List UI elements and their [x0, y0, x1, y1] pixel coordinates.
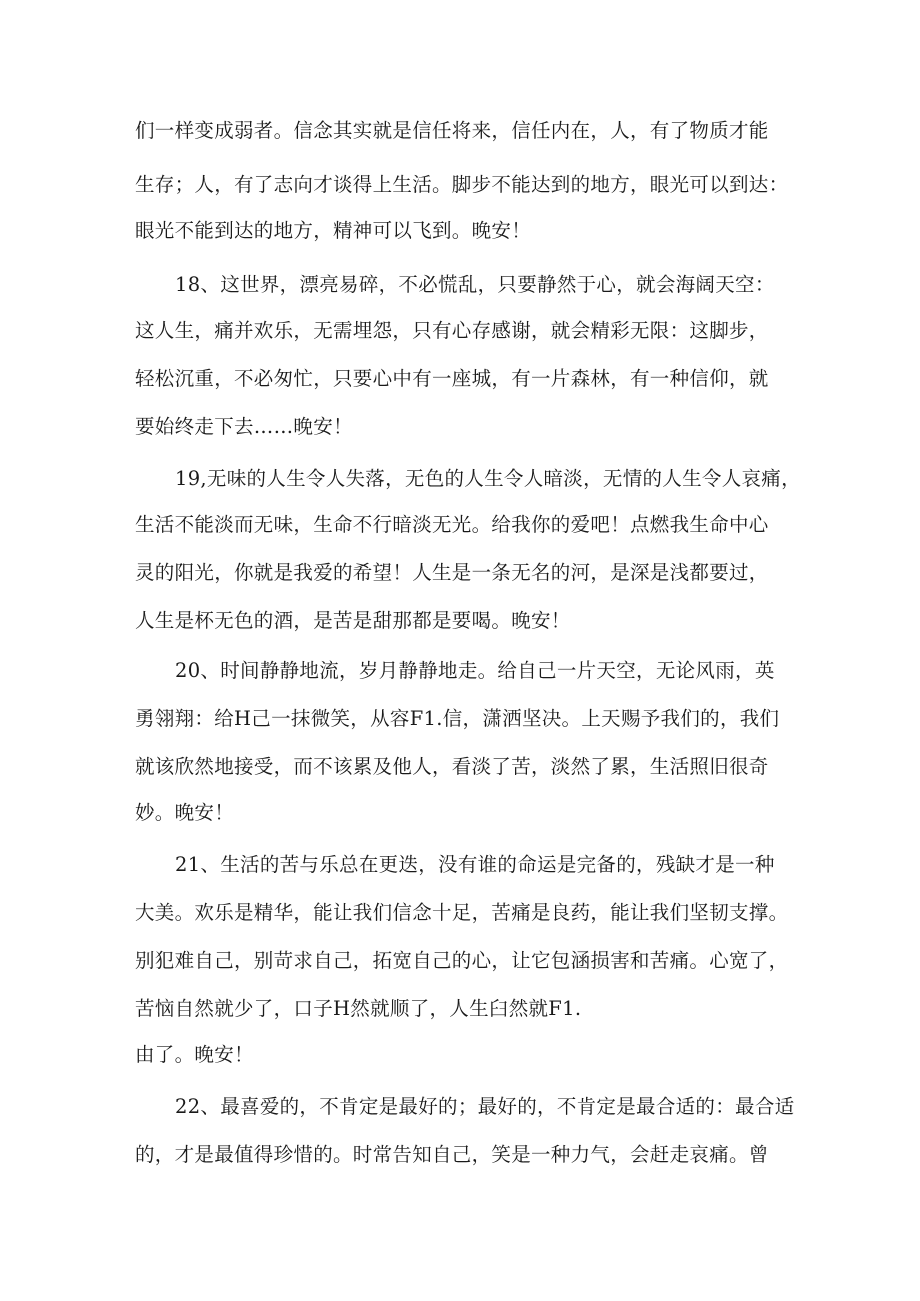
- p19-line-3: 灵的阳光，你就是我爱的希望！人生是一条无名的河，是深是浅都要过，: [135, 561, 769, 584]
- p20-line-4: 妙。晚安！: [135, 801, 235, 824]
- p22-line-1: 22、最喜爱的，不肯定是最好的；最好的，不肯定是最合适的：最合适: [175, 1095, 795, 1118]
- p17-line-2: 生存；人，有了志向才谈得上生活。脚步不能达到的地方，眼光可以到达：: [135, 173, 789, 196]
- p20-line-1: 20、时间静静地流，岁月静静地走。给自己一片天空，无论风雨，英: [175, 659, 775, 682]
- p18-line-3: 轻松沉重，不必匆忙，只要心中有一座城，有一片森林，有一种信仰，就: [135, 367, 769, 390]
- p19-line-2: 生活不能淡而无味，生命不行暗淡无光。给我你的爱吧！点燃我生命中心: [135, 513, 769, 536]
- p17-line-1: 们一样变成弱者。信念其实就是信任将来，信任内在，人，有了物质才能: [135, 119, 769, 142]
- p21-line-2: 大美。欢乐是精华，能让我们信念十足，苦痛是良药，能让我们坚韧支撑。: [135, 901, 789, 924]
- p21-line-5: 由了。晚安！: [135, 1043, 254, 1066]
- p21-line-3: 别犯难自己，别苛求自己，拓宽自己的心，让它包涵损害和苦痛。心宽了，: [135, 949, 789, 972]
- p21-line-4: 苦恼自然就少了，口子H然就顺了，人生臼然就F1.: [135, 997, 582, 1020]
- p18-line-4: 要始终走下去……晚安！: [135, 415, 353, 438]
- p22-line-2: 的，才是最值得珍惜的。时常告知自己，笑是一种力气，会赶走哀痛。曾: [135, 1143, 769, 1166]
- p19-line-1: 19,无味的人生令人失落，无色的人生令人暗淡，无情的人生令人哀痛，: [175, 467, 801, 490]
- p17-line-3: 眼光不能到达的地方，精神可以飞到。晚安！: [135, 219, 532, 242]
- p20-line-2: 勇翎翔：给H己一抹微笑，从容F1.信，潇洒坚决。上天赐予我们的，我们: [135, 707, 780, 730]
- p19-line-4: 人生是杯无色的酒，是苦是甜那都是要喝。晚安！: [135, 609, 571, 632]
- p20-line-3: 就该欣然地接受，而不该累及他人，看淡了苦，淡然了累，生活照旧很奇: [135, 755, 769, 778]
- p21-line-1: 21、生活的苦与乐总在更迭，没有谁的命运是完备的，残缺才是一种: [175, 853, 775, 876]
- p18-line-2: 这人生，痛并欢乐，无需埋怨，只有心存感谢，就会精彩无限：这脚步，: [135, 319, 769, 342]
- p18-line-1: 18、这世界，漂亮易碎，不必慌乱，只要静然于心，就会海阔天空：: [175, 273, 775, 296]
